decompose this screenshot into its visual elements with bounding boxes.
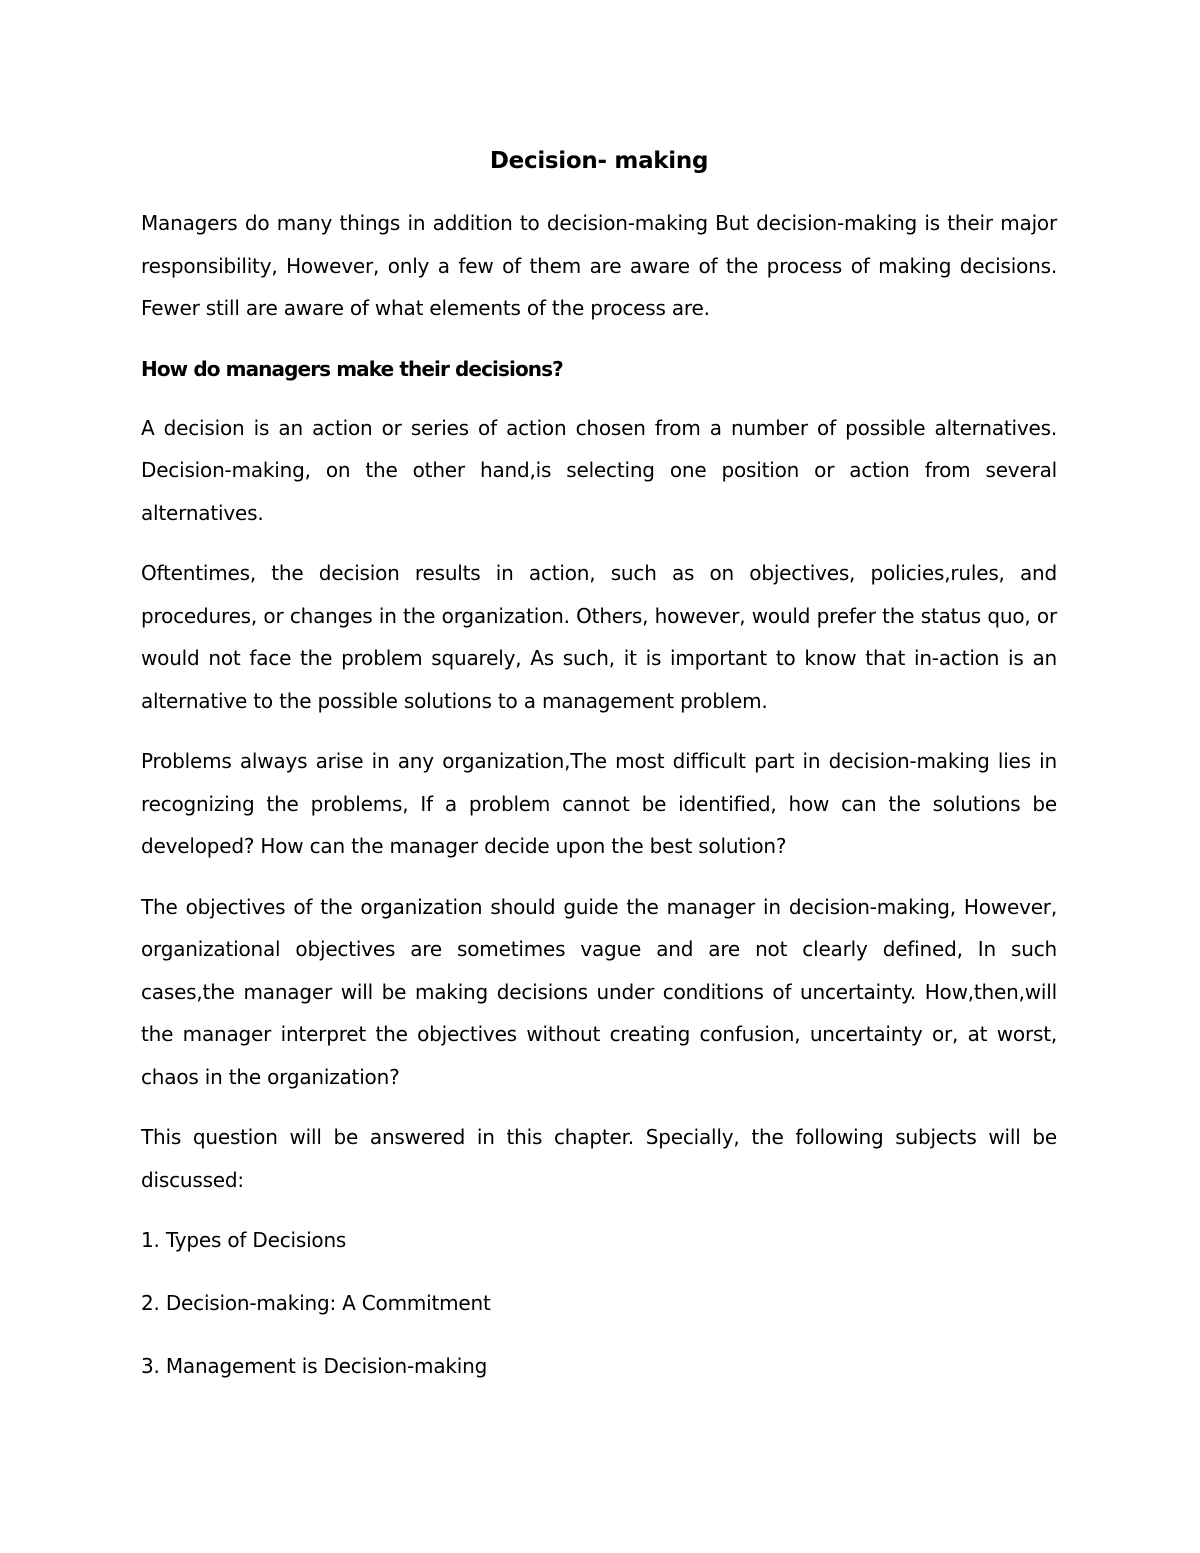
list-item: 3. Management is Decision-making: [141, 1354, 488, 1378]
section-heading: How do managers make their decisions?: [141, 356, 563, 381]
list-item: 1. Types of Decisions: [141, 1228, 347, 1252]
paragraph-decision-definition: A decision is an action or series of action chosen from a number of possible alternatives. Decision-making, on the other hand,is selecting one position or action from several alternatives.: [141, 415, 1057, 525]
paragraph-objectives: The objectives of the organization should guide the manager in decision-making, However, organizational objectives are sometimes vague and are not clearly defined, In such cases,the manager will be making decisions under conditions of uncertainty. How,then,will the manager interpret the objectives without creating confusion, uncertainty or, at worst, chaos in the organization?: [141, 894, 1057, 1089]
subject-list: [141, 1219, 1057, 1387]
paragraph-chapter-intro: This question will be answered in this chapter. Specially, the following subjects will be discussed:: [141, 1125, 1057, 1192]
document-title: Decision- making: [489, 148, 709, 174]
paragraph-decision-results: Oftentimes, the decision results in action, such as on objectives, policies,rules, and procedures, or changes in the organization. Others, however, would prefer the status quo, or would not face the problem squarely, As such, it is important to know that in-action is an alternative to the possible solutions to a management problem.: [141, 561, 1057, 713]
paragraph-problems: Problems always arise in any organization,The most difficult part in decision-making lies in recognizing the problems, If a problem cannot be identified, how can the solutions be developed? How can the manager decide upon the best solution?: [141, 749, 1057, 858]
document-body: [141, 142, 1057, 1408]
intro-paragraph: Managers do many things in addition to decision-making But decision-making is their major responsibility, However, only a few of them are aware of the process of making decisions. Fewer still are aware of what elements of the process are.: [141, 211, 1057, 320]
list-item: 2. Decision-making: A Commitment: [141, 1291, 491, 1315]
